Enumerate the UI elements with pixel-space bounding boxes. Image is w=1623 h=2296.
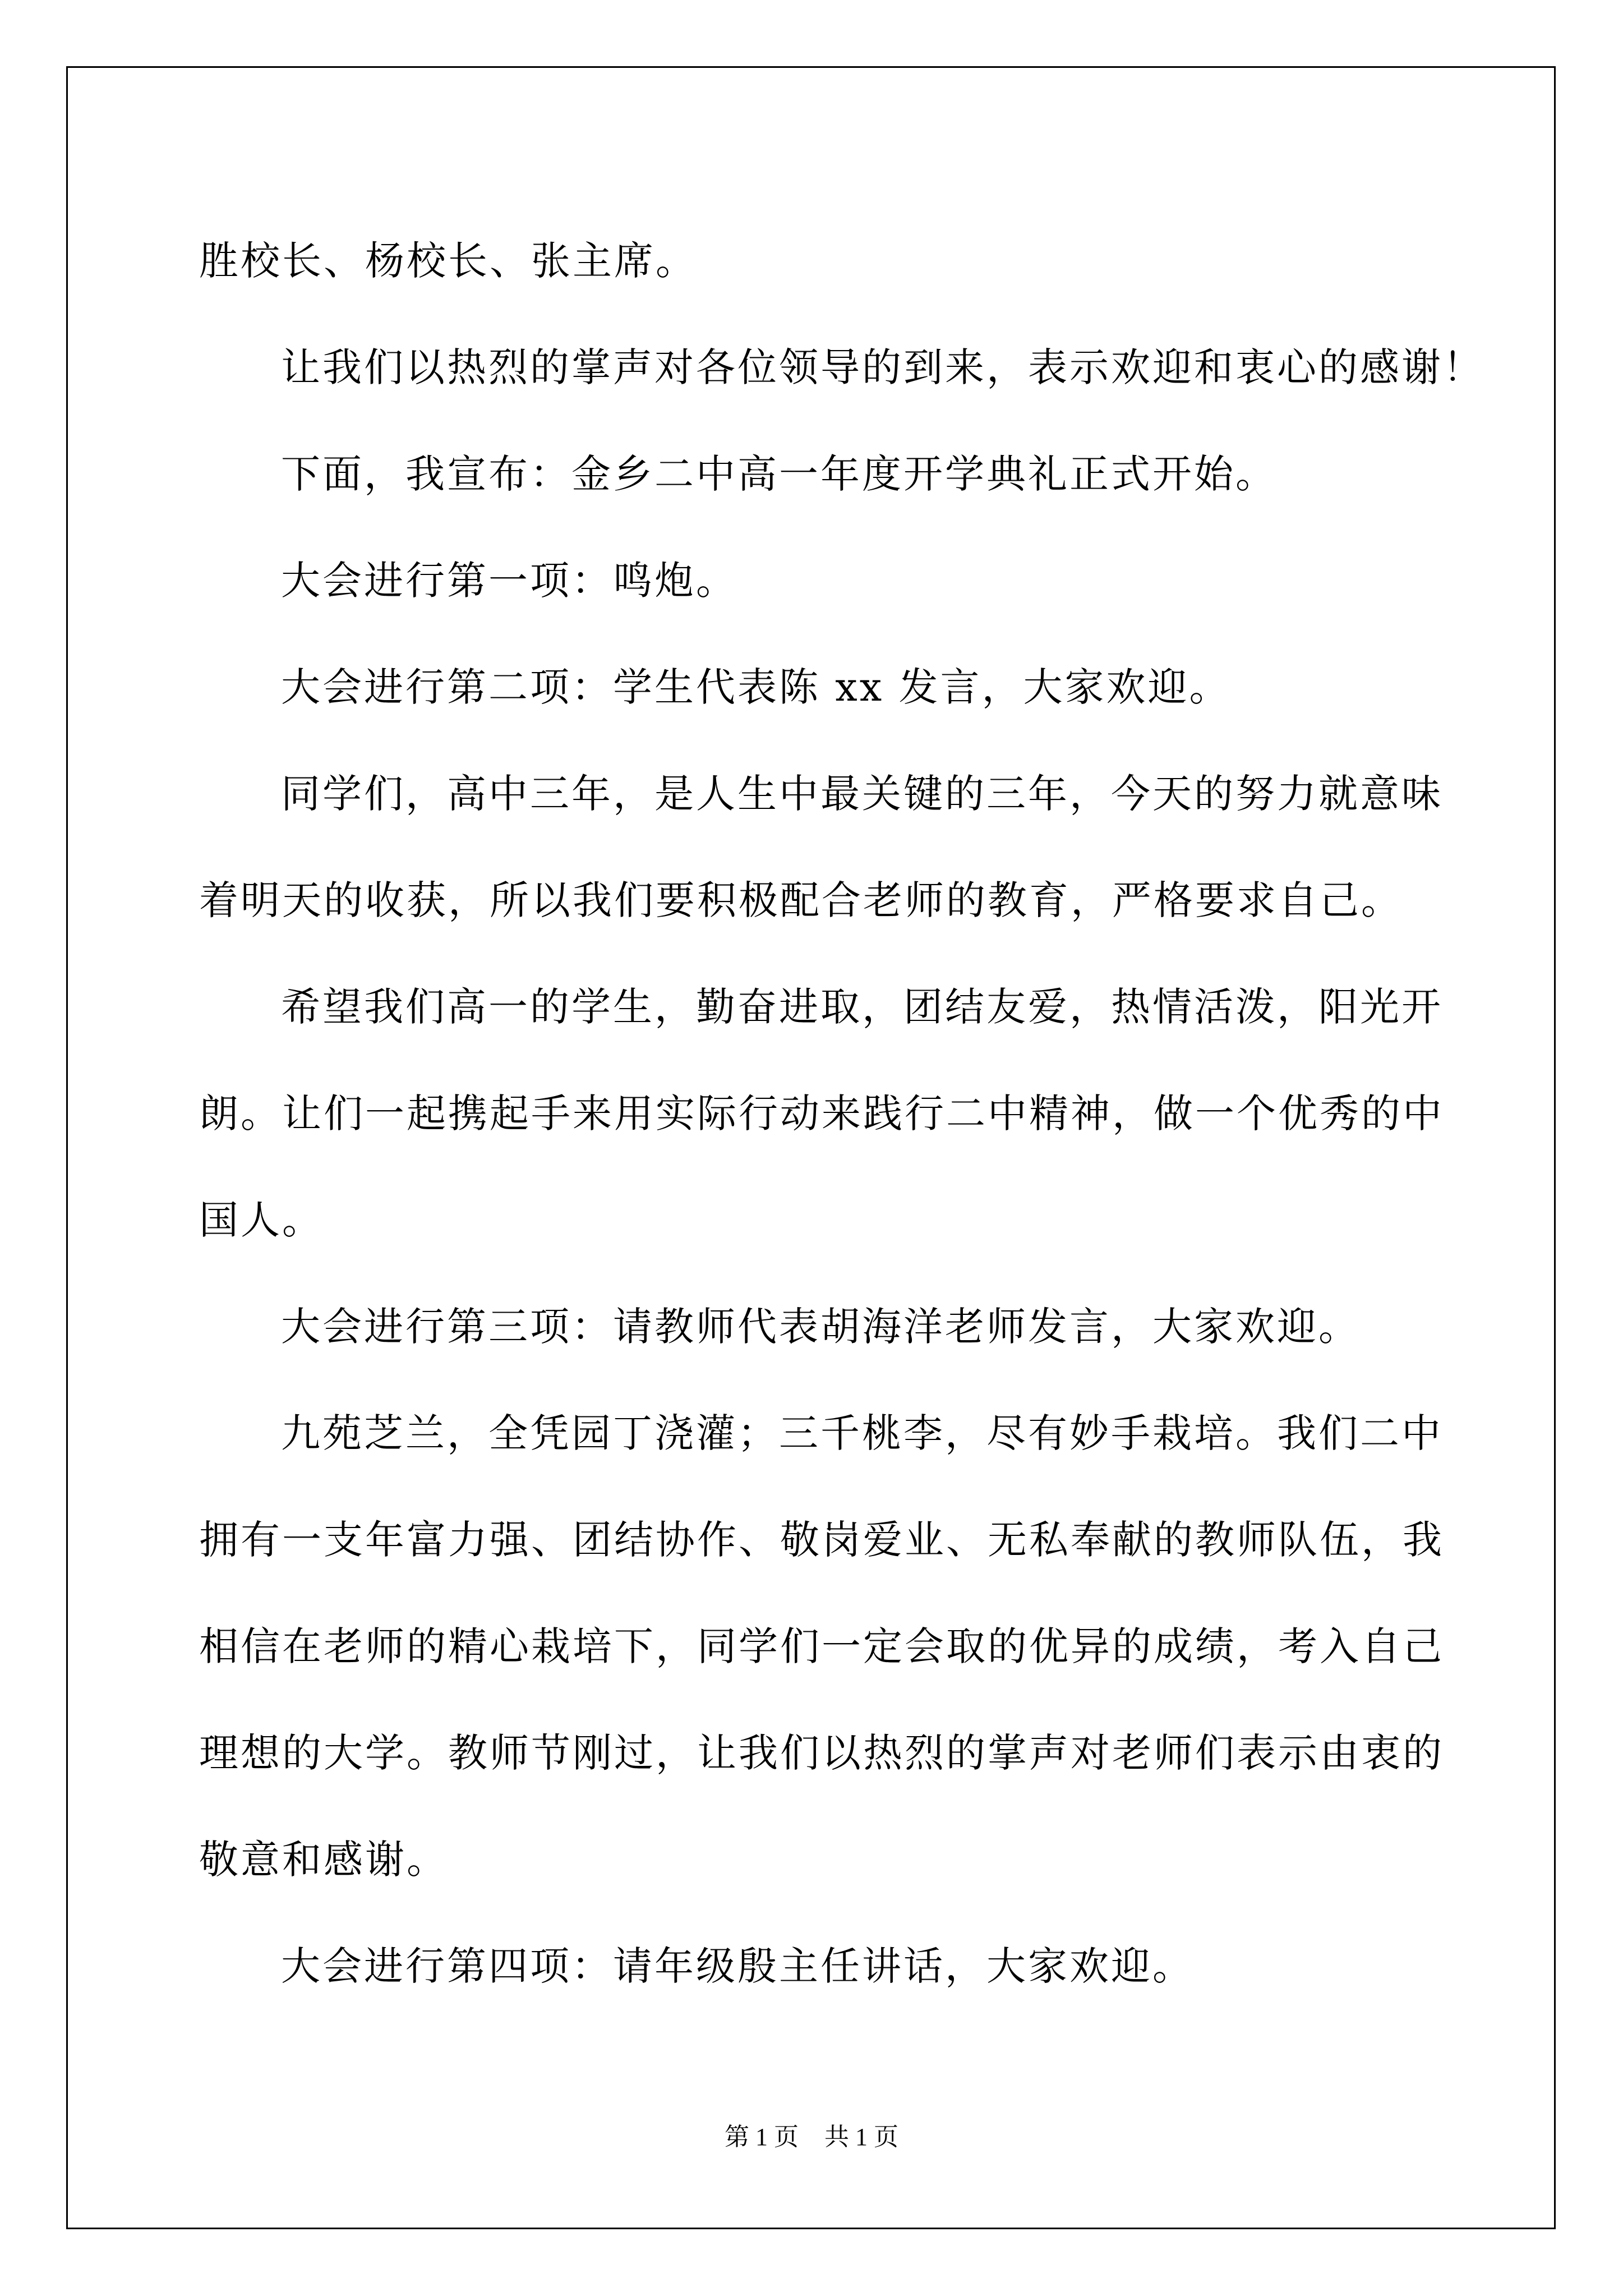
text-line: 让我们以热烈的掌声对各位领导的到来，表示欢迎和衷心的感谢！	[281, 344, 1484, 390]
text-line: 希望我们高一的学生，勤奋进取，团结友爱，热情活泼，阳光开	[281, 984, 1443, 1030]
text-line: 拥有一支年富力强、团结协作、敬岗爱业、无私奉献的教师队伍，我	[199, 1517, 1444, 1563]
text-line: 朗。让们一起携起手来用实际行动来践行二中精神，做一个优秀的中	[199, 1091, 1444, 1137]
text-line: 大会进行第二项：学生代表陈 xx 发言，大家欢迎。	[281, 664, 1231, 710]
page-number-total: 共 1 页	[824, 2123, 898, 2151]
text-line: 国人。	[199, 1197, 324, 1243]
page-number-current: 第 1 页	[725, 2123, 799, 2151]
text-line: 下面，我宣布：金乡二中高一年度开学典礼正式开始。	[281, 451, 1277, 497]
text-line: 大会进行第三项：请教师代表胡海洋老师发言，大家欢迎。	[281, 1304, 1360, 1350]
document-body	[199, 208, 1484, 2019]
text-line: 敬意和感谢。	[199, 1837, 448, 1883]
page-footer	[0, 2120, 1623, 2154]
text-line: 着明天的收获，所以我们要积极配合老师的教育，严格要求自己。	[199, 877, 1403, 923]
text-line: 大会进行第四项：请年级殷主任讲话，大家欢迎。	[281, 1943, 1194, 1989]
text-line: 理想的大学。教师节刚过，让我们以热烈的掌声对老师们表示由衷的	[199, 1730, 1444, 1776]
text-line: 相信在老师的精心栽培下，同学们一定会取的优异的成绩，考入自己	[199, 1623, 1444, 1669]
text-line: 胜校长、杨校长、张主席。	[199, 238, 697, 284]
text-line: 同学们，高中三年，是人生中最关键的三年，今天的努力就意味	[281, 771, 1443, 817]
text-line: 九苑芝兰，全凭园丁浇灌；三千桃李，尽有妙手栽培。我们二中	[281, 1410, 1443, 1456]
text-line: 大会进行第一项：鸣炮。	[281, 558, 737, 604]
